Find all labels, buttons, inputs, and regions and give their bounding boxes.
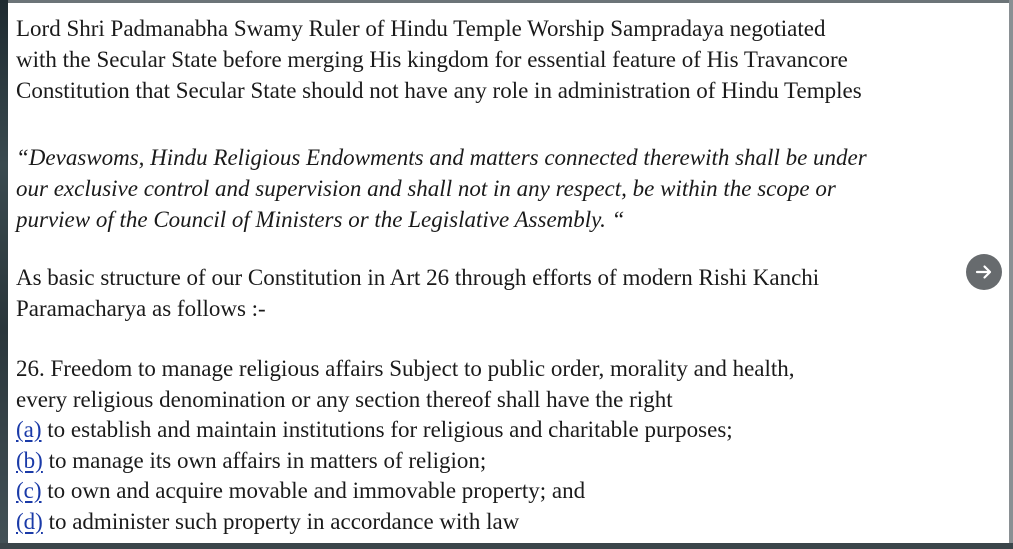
window-bottom-edge — [0, 543, 1013, 549]
next-image-button[interactable] — [966, 254, 1002, 290]
clause-a-link[interactable]: (a) — [16, 417, 42, 442]
article-intro-line: 26. Freedom to manage religious affairs Subject to public order, morality and health, — [16, 356, 795, 381]
paragraph-padmanabha — [16, 13, 862, 106]
text-line: Paramacharya as follows :- — [16, 296, 266, 321]
document-page — [8, 3, 1009, 543]
clause-c-link[interactable]: (c) — [16, 478, 42, 503]
text-line: As basic structure of our Constitution in Art 26 through efforts of modern Rishi Kanchi — [16, 265, 820, 290]
clause-b-text: to manage its own affairs in matters of religion; — [42, 447, 487, 473]
window-right-edge — [1009, 0, 1013, 549]
text-line: Constitution that Secular State should not have any role in administration of Hindu Temples — [16, 78, 862, 103]
quote-line: “Devaswoms, Hindu Religious Endowments and matters connected therewith shall be under — [16, 145, 867, 170]
clause-a-text: to establish and maintain institutions for religious and charitable purposes; — [41, 417, 733, 442]
text-line: Lord Shri Padmanabha Swamy Ruler of Hindu Temple Worship Sampradaya negotiated — [16, 16, 826, 41]
text-line: with the Secular State before merging His kingdom for essential feature of His Travancore — [16, 47, 848, 72]
clause-a — [16, 415, 795, 446]
quote-devaswoms — [16, 142, 867, 235]
clause-b — [16, 446, 795, 477]
window-left-edge — [0, 0, 8, 549]
clause-d-link[interactable]: (d) — [16, 508, 43, 534]
paragraph-basic-structure — [16, 262, 819, 324]
quote-line: purview of the Council of Ministers or the Legislative Assembly. “ — [16, 207, 625, 232]
article-intro-line: every religious denomination or any section thereof shall have the right — [16, 386, 673, 412]
article-26 — [16, 354, 795, 537]
clause-d — [16, 507, 795, 538]
arrow-right-icon — [974, 262, 994, 282]
clause-c-text: to own and acquire movable and immovable property; and — [41, 478, 586, 503]
clause-b-link[interactable]: (b) — [16, 447, 43, 473]
quote-line: our exclusive control and supervision and shall not in any respect, be within the scope or — [16, 176, 836, 201]
clause-d-text: to administer such property in accordance with law — [42, 508, 520, 534]
clause-c — [16, 476, 795, 507]
